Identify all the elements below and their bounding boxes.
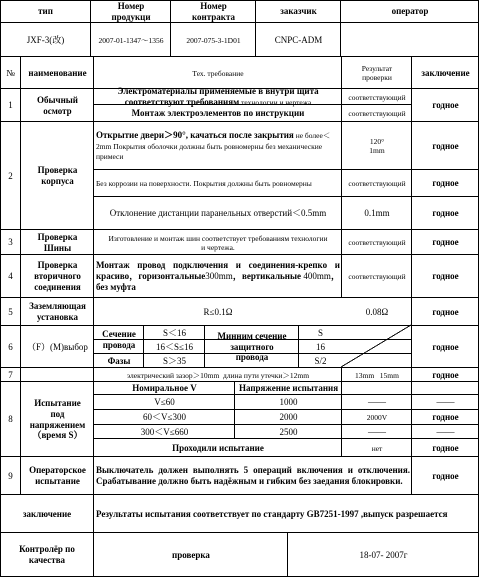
row-3-req: Изготовление и монтаж шин соответствует требованиям технологии и чертежа. (108, 233, 328, 252)
header-operator-label: оператор (391, 6, 429, 17)
row-5-res: 0.08Ω (365, 306, 389, 317)
row-8-n3: 300＜V≤660 (140, 426, 189, 437)
row-4-req-bold-2: ，вертикальные (232, 271, 302, 282)
row-4-req-reg-2: 400mm (303, 271, 331, 282)
row-8-test-label: Напряжение испытания (238, 383, 339, 394)
row-9-req-text: Выключатель должен выполнять 5 операций включения и отключения. Срабатывание должно быть надёжным и гибким без заедания блокировки. (96, 465, 410, 486)
row-5-conclusion: годное (432, 306, 459, 317)
row-1-conclusion: годное (432, 100, 459, 111)
row-2-req-c: Отклонение дистанции паранельных отверстий＜0.5mm (109, 208, 327, 219)
row-9-conclusion: годное (432, 470, 459, 481)
row-2-res-c: 0.1mm (364, 208, 390, 219)
row-1-req-a-tail: технологии и чертежа (239, 98, 312, 107)
row-6-min-label: Минним сечение защитного провода (217, 330, 287, 363)
row-8-n2: 60＜V≤300 (143, 412, 186, 423)
row-6-s1: S＜16 (162, 327, 186, 338)
row-5-name: Заземляющая установка (29, 301, 86, 322)
row-1-name: Обычный осмотр (36, 94, 78, 116)
row-1-req-a (94, 86, 342, 107)
row-6-name: （F）(M)выбор (27, 341, 88, 352)
row-4-req-reg-1: 300mm (205, 271, 233, 282)
row-6-conclusion: годное (432, 341, 459, 352)
row-8-nominal-label: Номиральное V (132, 383, 197, 394)
row-2-conclusion-a: годное (432, 140, 459, 151)
row-3-name: Проверка Шины (37, 231, 78, 253)
header-product-no-label: Номер продукци (111, 0, 151, 22)
row-4-req-bold-1: Монтаж провод подключения и соединения-крепко и красиво，горизонтальные (96, 260, 340, 282)
row-4-req-bold-3: ，без муфта (96, 271, 340, 292)
conclusion-text-cell (94, 495, 479, 533)
info-contract-no: 2007-075-3-1D01 (186, 35, 241, 45)
row-1-no: 1 (8, 100, 13, 111)
row-1-res-b: соответствующий (348, 109, 406, 118)
row-6-s2: 16＜S≤16 (156, 341, 193, 352)
row-2-name: Проверка корпуса (37, 165, 78, 186)
row-2-req-a-bold: Открытие двери＞90°, качаться после закрытия (96, 129, 294, 140)
row-2-req-a-tail: не более＜2mm Покрытия оболочки должны быть ровномерны без механические примеси (96, 130, 331, 162)
info-type: JXF-3(改) (26, 34, 65, 45)
info-product-no: 2007-01-1347～1356 (98, 35, 164, 45)
row-2-res-b: соответствующий (348, 179, 406, 188)
column-name: наименование (28, 67, 87, 78)
row-8-conclusion-2: годное (432, 412, 459, 423)
row-2-conclusion-b: годное (432, 178, 459, 189)
footer-controller-label: Контролёр по качества (19, 544, 75, 565)
row-8-t2: 2000 (279, 412, 298, 423)
row-8-conclusion-1: —— (436, 397, 455, 408)
row-6-v3: S/2 (314, 355, 327, 366)
row-8-conclusion-3: —— (436, 426, 455, 437)
row-2-no: 2 (8, 170, 13, 181)
row-8-res3: —— (368, 426, 386, 437)
column-result: Результат проверки (361, 64, 393, 82)
row-9-name: Операторское испытание (29, 465, 86, 486)
row-9-no: 9 (8, 470, 13, 481)
info-customer: CNPC-ADM (274, 34, 323, 45)
row-8-res2: 2000V (366, 413, 388, 422)
column-requirement: Тех. требование (192, 68, 244, 78)
row-7-conclusion: годное (432, 369, 459, 380)
row-3-no: 3 (8, 237, 13, 248)
row-4-res: соответствующий (348, 272, 406, 281)
row-7-req: электрический зазор＞10mm длина пути утечки＞12mm (126, 370, 310, 380)
column-conclusion: заключение (421, 67, 470, 78)
row-8-name: Испытание под напряжением （время S） (29, 397, 86, 441)
row-6-no: 6 (8, 341, 13, 352)
row-2-res-a: 120° 1mm (369, 137, 385, 155)
row-8-no: 8 (8, 414, 13, 425)
row-3-conclusion: годное (432, 237, 459, 248)
row-7-no: 7 (8, 369, 13, 380)
row-8-res1: —— (368, 397, 386, 408)
row-6-v2: 16 (316, 341, 325, 352)
row-3-res: соответствующий (348, 238, 406, 247)
row-6-v1: S (317, 327, 323, 338)
row-4-req (94, 255, 342, 298)
row-4-no: 4 (8, 271, 13, 282)
row-2-req-b: Без коррозии на поверхности. Покрытия должны быть ровномерны (96, 179, 312, 188)
header-contract-no-label: Номер контракта (191, 0, 235, 22)
row-2-conclusion-c: годное (432, 208, 459, 219)
row-4-name: Проверка вторичного соединения (34, 260, 81, 292)
column-no: № (6, 67, 15, 78)
conclusion-label: заключение (22, 508, 72, 519)
row-8-breakdown-res: нет (371, 443, 383, 453)
row-6-phase-label: Фазы (107, 355, 131, 366)
row-8-t1: 1000 (279, 397, 298, 408)
row-6-s3: S＞35 (162, 355, 186, 366)
row-2-req-a (94, 122, 342, 170)
row-5-req: R≤0.1Ω (203, 306, 233, 317)
conclusion-text: Результаты испытания соответствует по стандарту GB7251-1997 ,выпуск разрешается (96, 508, 448, 519)
row-6-section-label: Сечение провода (102, 329, 136, 350)
row-7-res: 13mm 15mm (355, 370, 399, 380)
header-customer-label: заказчик (280, 6, 317, 17)
row-8-t3: 2500 (279, 426, 298, 437)
row-9-req (94, 457, 412, 495)
row-1-req-a-bold: Электроматериалы применяемые в внутри щита соответствуют требованиям (117, 86, 319, 107)
row-8-n1: V≤60 (154, 397, 175, 408)
row-1-req-b: Монтаж электроэлементов по инструкции (131, 108, 305, 119)
header-type-label: тип (38, 6, 53, 17)
row-1-res-a: соответствующий (348, 92, 406, 102)
footer-date: 18-07- 2007г (359, 549, 408, 560)
row-8-breakdown-label: Проходили испытание (172, 442, 264, 453)
row-5-no: 5 (8, 306, 13, 317)
footer-check-label: проверка (172, 549, 210, 560)
row-4-conclusion: годное (432, 271, 459, 282)
row-8-breakdown-conclusion: годное (432, 442, 459, 453)
